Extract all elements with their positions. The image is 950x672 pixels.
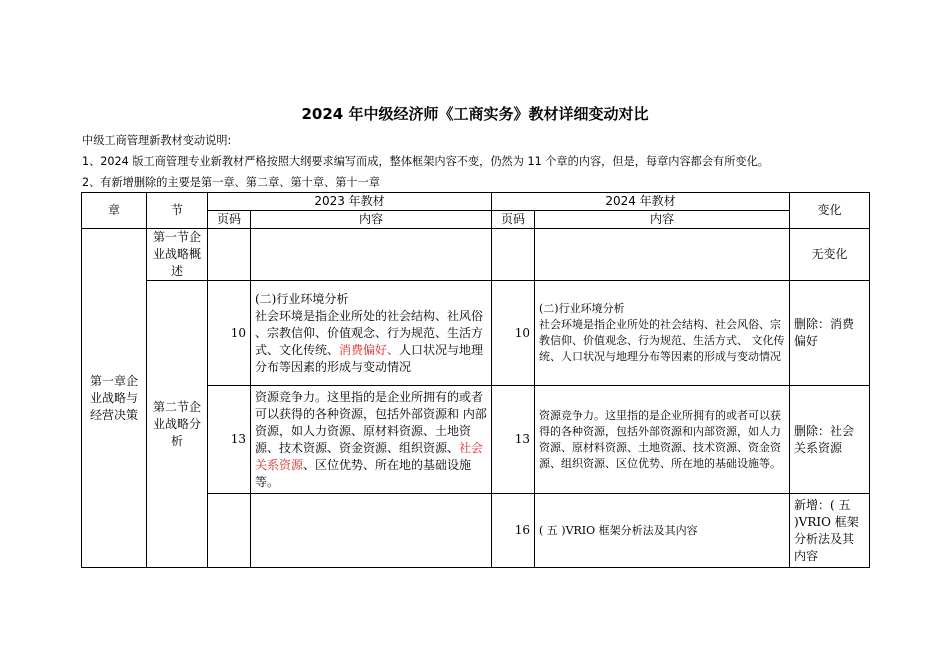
- deleted-text: 社会关系资源: [255, 440, 484, 472]
- header-new-content: 内容: [535, 211, 790, 229]
- old-page-cell: 13: [208, 386, 251, 494]
- header-change: 变化: [790, 193, 870, 229]
- old-content-cell: [251, 494, 492, 568]
- section-cell: 第一节企业战略概述: [147, 229, 208, 281]
- old-page-cell: 10: [208, 281, 251, 386]
- header-section: 节: [147, 193, 208, 229]
- header-old-content: 内容: [251, 211, 492, 229]
- new-page-cell: 13: [492, 386, 535, 494]
- header-chapter: 章: [82, 193, 147, 229]
- old-content-text: 人口状况与地理分布等因素的形成与变动情况: [255, 342, 484, 374]
- new-page-cell: 10: [492, 281, 535, 386]
- note-2: 2、有新增删除的主要是第一章、第二章、第十章、第十一章: [82, 176, 380, 189]
- old-content-cell: [251, 229, 492, 281]
- new-page-cell: [492, 229, 535, 281]
- table-header-row: [82, 193, 870, 211]
- old-content-text: 社会环境是指企业所处的社会结构、社风俗 、宗教信仰、价值观念、行为规范、生活方式、文化传统、: [255, 308, 484, 357]
- change-cell: 无变化: [790, 229, 870, 281]
- old-content-cell: [251, 281, 492, 386]
- new-content-cell: [535, 229, 790, 281]
- note-intro: 中级工商管理新教材变动说明:: [82, 134, 232, 147]
- new-page-cell: 16: [492, 494, 535, 568]
- table-row: [82, 229, 870, 281]
- change-cell: 删除：消费偏好: [790, 281, 870, 386]
- old-page-cell: [208, 229, 251, 281]
- header-old-book: 2023 年教材: [208, 193, 492, 211]
- old-content-cell: [251, 386, 492, 494]
- new-content-cell: 资源竞争力。这里指的是企业所拥有的或者可以获得的各种资源，包括外部资源和内部资源，如人力资源、原材料资源、土地资源、技术资源、资金资源、组织资源、区位优势、所在地的基础设施等。: [535, 386, 790, 494]
- comparison-table: [81, 192, 870, 568]
- old-content-heading: (二)行业环境分析: [255, 291, 349, 306]
- old-page-cell: [208, 494, 251, 568]
- section-cell: 第二节企业战略分析: [147, 281, 208, 568]
- note-1: 1、2024 版工商管理专业新教材严格按照大纲要求编写而成，整体框架内容不变，仍然为 11 个章的内容，但是，每章内容都会有所变化。: [82, 155, 769, 168]
- old-content-text: 资源竞争力。这里指的是企业所拥有的或者可以获得的各种资源，包括外部资源和 内部资源，如人力资源、原材料资源、土地资源、技术资源、资金资源、组织资源、: [255, 389, 487, 455]
- change-cell: 删除：社会关系资源: [790, 386, 870, 494]
- header-new-book: 2024 年教材: [492, 193, 790, 211]
- new-content-cell: (二)行业环境分析 社会环境是指企业所处的社会结构、社会风俗、宗教信仰、价值观念、行为规范、生活方式、 文化传统、人口状况与地理分布等因素的形成与变动情况: [535, 281, 790, 386]
- chapter-cell: 第一章企业战略与经营决策: [82, 229, 147, 568]
- deleted-text: 消费偏好、: [339, 342, 400, 357]
- page-title: 2024 年中级经济师《工商实务》教材详细变动对比: [301, 105, 649, 123]
- header-old-page: 页码: [208, 211, 251, 229]
- header-new-page: 页码: [492, 211, 535, 229]
- change-cell: 新增：( 五 )VRIO 框架分析法及其内容: [790, 494, 870, 568]
- old-content-text: 、区位优势、所在地的基础设施等。: [255, 457, 472, 489]
- new-content-cell: ( 五 )VRIO 框架分析法及其内容: [535, 494, 790, 568]
- table-row: [82, 281, 870, 386]
